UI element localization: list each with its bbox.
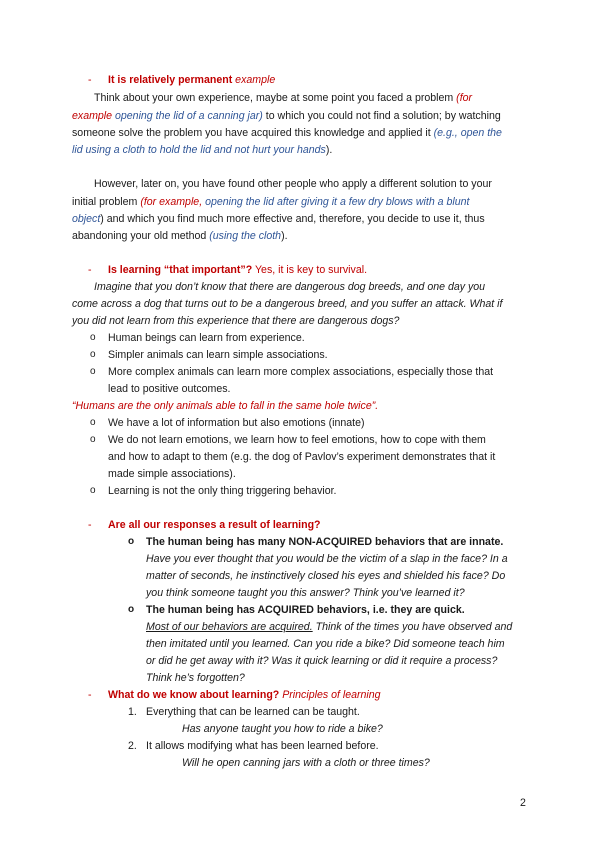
list-number: 1.	[128, 706, 137, 718]
dash-marker: -	[88, 74, 92, 86]
list-item: Simpler animals can learn simple associations.	[108, 349, 328, 361]
question-line: come across a dog that turns out to be a dangerous breed, and you suffer an attack. What if	[72, 298, 503, 310]
bullet-marker: o	[128, 536, 135, 547]
section-heading-responses: Are all our responses a result of learning?	[108, 519, 321, 531]
bullet-marker: o	[90, 434, 96, 445]
paragraph-line: someone solve the problem you have acquired this knowledge and applied it (e.g., open the	[72, 127, 502, 139]
bullet-marker: o	[90, 366, 96, 377]
list-item-continued: lead to positive outcomes.	[108, 383, 231, 395]
dash-marker: -	[88, 264, 92, 276]
numbered-item: It allows modifying what has been learned before.	[146, 740, 379, 752]
list-item-title: The human being has ACQUIRED behaviors, i.e. they are quick.	[146, 604, 465, 616]
question-line: you did not learn from this experience that there are dangerous dogs?	[72, 315, 400, 327]
list-item-body: you think someone taught you this answer? Think you’ve learned it?	[146, 587, 465, 599]
list-item-continued: and how to adapt to them (e.g. the dog of Pavlov’s experiment demonstrates that it	[108, 451, 496, 463]
paragraph-line: initial problem (for example, opening the lid after giving it a few dry blows with a blunt	[72, 196, 470, 208]
bullet-marker: o	[90, 349, 96, 360]
page-number: 2	[520, 797, 526, 809]
list-item-body: Think he’s forgotten?	[146, 672, 245, 684]
section-heading-principles: What do we know about learning? Principles of learning	[108, 689, 381, 701]
paragraph-line: abandoning your old method (using the cloth).	[72, 230, 288, 242]
list-number: 2.	[128, 740, 137, 752]
bullet-marker: o	[128, 604, 135, 615]
list-item: Learning is not the only thing triggering behavior.	[108, 485, 337, 497]
paragraph-line: object) and which you find much more effective and, therefore, you decide to use it, thus	[72, 213, 485, 225]
bullet-marker: o	[90, 485, 96, 496]
section-heading-important: Is learning “that important”? Yes, it is key to survival.	[108, 264, 368, 276]
list-item-body: Have you ever thought that you would be the victim of a slap in the face? In a	[146, 553, 508, 565]
numbered-item-example: Has anyone taught you how to ride a bike?	[182, 723, 383, 735]
paragraph-line: example opening the lid of a canning jar) to which you could not find a solution; by watching	[72, 110, 501, 122]
section-heading-permanent: It is relatively permanent example	[108, 74, 276, 86]
bullet-marker: o	[90, 417, 96, 428]
bullet-marker: o	[90, 332, 96, 343]
list-item-body: or did he get away with it? Was it quick learning or did it require a process?	[146, 655, 498, 667]
list-item-title: The human being has many NON-ACQUIRED behaviors that are innate.	[146, 536, 504, 548]
question-line: Imagine that you don’t know that there are dangerous dog breeds, and one day you	[94, 281, 486, 293]
list-item-continued: made simple associations).	[108, 468, 236, 480]
paragraph-line: However, later on, you have found other people who apply a different solution to your	[94, 178, 492, 190]
quote-line: “Humans are the only animals able to fall in the same hole twice”.	[72, 400, 379, 412]
list-item-body: matter of seconds, he instinctively closed his eyes and shielded his face? Do	[146, 570, 506, 582]
list-item-body: Most of our behaviors are acquired. Think of the times you have observed and	[146, 621, 513, 633]
list-item: We have a lot of information but also emotions (innate)	[108, 417, 365, 429]
list-item-body: then imitated until you learned. Can you ride a bike? Did someone teach him	[146, 638, 505, 650]
dash-marker: -	[88, 519, 92, 531]
numbered-item-example: Will he open canning jars with a cloth or three times?	[182, 757, 430, 769]
paragraph-line: Think about your own experience, maybe at some point you faced a problem (for	[94, 92, 473, 104]
list-item: More complex animals can learn more complex associations, especially those that	[108, 366, 494, 378]
dash-marker: -	[88, 689, 92, 701]
numbered-item: Everything that can be learned can be taught.	[146, 706, 360, 718]
list-item: Human beings can learn from experience.	[108, 332, 305, 344]
list-item: We do not learn emotions, we learn how to feel emotions, how to cope with them	[108, 434, 486, 446]
paragraph-line: lid using a cloth to hold the lid and not hurt your hands).	[72, 144, 333, 156]
